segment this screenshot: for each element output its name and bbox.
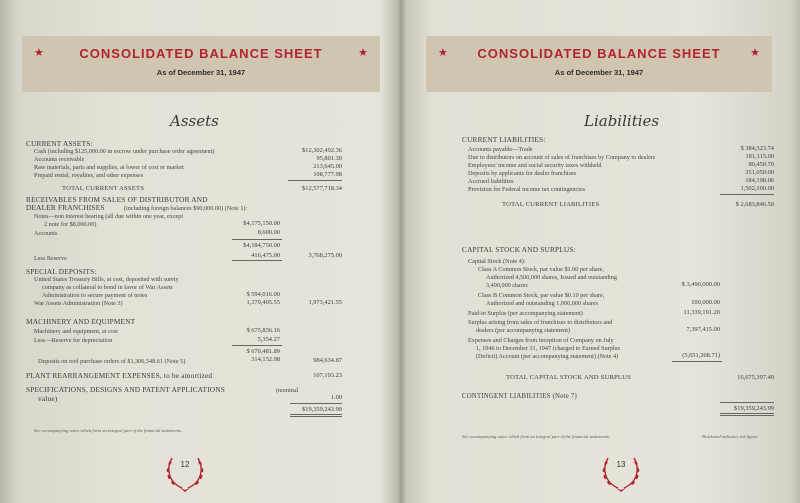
star-icon: ★ — [34, 46, 44, 59]
rule — [720, 194, 774, 195]
class-b-amount: 100,000.00 — [691, 299, 720, 306]
machinery-total: 984,634.87 — [313, 357, 342, 364]
receivables-heading: DEALER FRANCHISES — [26, 203, 105, 212]
capital-heading: CAPITAL STOCK AND SURPLUS: — [462, 245, 576, 254]
total-current-assets-amount: $12,577,718.34 — [302, 185, 342, 192]
footnote: See accompanying notes which form an integral part of the financial statements. — [34, 428, 183, 433]
star-icon: ★ — [358, 46, 368, 59]
deposit-amount: 1,379,405.55 — [246, 299, 280, 306]
machinery-amount: $ 675,836.16 — [246, 327, 280, 334]
grand-total-assets: $19,359,243.99 — [302, 406, 342, 413]
tool-deposits-label: Deposits on tool purchase orders of $1,306,548.61 (Note 5) — [38, 358, 186, 365]
accounts-amount: 8,600.00 — [257, 229, 280, 236]
asset-amount: 108,777.98 — [313, 171, 342, 178]
reserve-label: Less Reserve — [34, 255, 67, 262]
contingent-label: CONTINGENT LIABILITIES (Note 7) — [462, 393, 577, 400]
machinery-net: $ 670,481.89 — [246, 348, 280, 355]
footnote-red-figure: Bracketed indicates red figure. — [702, 434, 759, 439]
expenses-line: (Deficit) Account (per accompanying statement) (Note 4) — [476, 353, 619, 360]
header-date: As of December 31, 1947 — [554, 68, 644, 77]
asset-line: Prepaid rental, royalties, and other expenses — [34, 172, 144, 179]
deposit-total: 1,973,421.55 — [308, 299, 342, 306]
asset-line: Cash (including $125,000.00 in escrow under purchase order agreement) — [34, 148, 215, 155]
double-rule — [290, 414, 342, 417]
laurel-wreath-emblem — [598, 450, 644, 496]
total-capital-amount: 16,675,397.49 — [737, 374, 774, 381]
liability-amount: $ 384,323.74 — [740, 145, 774, 152]
liability-line: Accounts payable—Trade — [468, 146, 533, 153]
liability-amount: 351,050.00 — [745, 169, 774, 176]
surplus-line: dealers (per accompanying statement) — [476, 327, 570, 334]
rule — [672, 361, 722, 362]
class-b-line: Authorized and outstanding 1,000,000 shares — [486, 300, 599, 307]
liability-line: Employees' income and social security taxes withheld — [468, 162, 602, 169]
liability-amount: 181,115.00 — [745, 153, 774, 160]
expenses-line: Expenses and Charges from inception of Company on July — [468, 337, 614, 344]
page-number: 12 — [180, 460, 190, 469]
class-a-line: Authorized 4,500,000 shares, Issued and outstanding — [486, 274, 617, 281]
star-icon: ★ — [438, 46, 448, 59]
deposit-line: War Assets Administration (Note 3) — [34, 300, 123, 307]
accounts-label: Accounts — [34, 230, 58, 237]
class-b-line: Class B Common Stock, par value $0.10 per share, — [478, 292, 605, 299]
receivables-subtotal: $4,184,750.00 — [243, 242, 280, 249]
header-title: CONSOLIDATED BALANCE SHEET — [477, 46, 721, 61]
liability-amount: 1,502,100.00 — [740, 185, 774, 192]
receivables-note: (including foreign balances $90,000.00) (Note 1): — [124, 205, 248, 212]
specs-label: SPECIFICATIONS, DESIGNS AND PATENT APPLICATIONS — [26, 385, 225, 394]
specs-note: (nominal — [276, 387, 299, 394]
asset-amount: 95,801.30 — [316, 155, 342, 162]
special-deposits-heading: SPECIAL DEPOSITS: — [26, 267, 97, 276]
paid-in-label: Paid-in Surplus (per accompanying statement) — [468, 310, 583, 317]
liability-line: Due to distributors on account of sales of franchises by Company to dealers — [468, 154, 656, 161]
machinery-line: Less—Reserve for depreciation — [34, 337, 113, 344]
rule — [290, 403, 342, 404]
rule — [720, 402, 774, 403]
footnote: See accompanying notes which form an integral part of the financial statements. — [462, 434, 611, 439]
total-current-liabilities-amount: $ 2,683,846.50 — [735, 201, 774, 208]
page-number: 13 — [616, 460, 626, 469]
total-current-liabilities-label: TOTAL CURRENT LIABILITIES — [502, 201, 600, 208]
plant-label: PLANT REARRANGEMENT EXPENSES, to be amortized — [26, 371, 213, 380]
header-band — [22, 36, 380, 92]
surplus-line: Surplus arising from sales of franchises to distributors and — [468, 319, 613, 326]
machinery-line: Machinery and equipment, at cost — [34, 328, 119, 335]
current-liabilities-heading: CURRENT LIABILITIES: — [462, 135, 546, 144]
current-assets-heading: CURRENT ASSETS: — [26, 139, 93, 148]
star-icon: ★ — [750, 46, 760, 59]
double-rule — [720, 413, 774, 416]
surplus-amount: 7,397,415.00 — [686, 326, 720, 333]
asset-amount: $12,302,492.36 — [302, 147, 342, 154]
class-a-line: 3,490,000 shares — [486, 282, 528, 289]
paid-in-amount: 11,339,191.20 — [683, 309, 720, 316]
plant-amount: 107,193.23 — [313, 372, 342, 379]
liability-line: Provision for Federal income tax contingencies — [468, 186, 586, 193]
section-title: Assets — [170, 112, 219, 130]
laurel-wreath-emblem — [162, 450, 208, 496]
liability-line: Deposits by applicants for dealer franchises — [468, 170, 577, 177]
section-title: Liabilities — [584, 112, 660, 130]
rule — [232, 345, 282, 346]
machinery-amount: 5,354.27 — [257, 336, 280, 343]
class-a-line: Class A Common Stock, par value $1.00 per share, — [478, 266, 604, 273]
liability-amount: 80,450.70 — [748, 161, 774, 168]
receivables-heading: RECEIVABLES FROM SALES OF DISTRIBUTOR AND — [26, 195, 208, 204]
receivables-net: 3,768,275.00 — [308, 252, 342, 259]
machinery-heading: MACHINERY AND EQUIPMENT — [26, 317, 136, 326]
liability-line: Accrued liabilities — [468, 178, 514, 185]
liability-amount: 184,198.06 — [745, 177, 774, 184]
header-title: CONSOLIDATED BALANCE SHEET — [79, 46, 323, 61]
class-a-amount: $ 3,490,000.00 — [681, 281, 720, 288]
capital-stock-label: Capital Stock (Note 4): — [468, 258, 526, 265]
asset-line: Accounts receivable — [34, 156, 85, 163]
deposit-line: Administration to secure payment of notes — [42, 292, 148, 299]
grand-total-liabilities: $19,359,243.99 — [734, 405, 774, 412]
expenses-line: 1, 1946 to December 31, 1947 (charged to Earned Surplus — [476, 345, 621, 352]
deposit-line: company as collateral to bond in favor of War Assets — [42, 284, 173, 291]
rule — [288, 180, 342, 181]
specs-amount: 1.00 — [330, 394, 342, 401]
right-page — [402, 0, 800, 503]
notes-line: Notes—non interest bearing (all due within one year, except — [34, 213, 184, 220]
total-current-assets-label: TOTAL CURRENT ASSETS — [62, 185, 145, 192]
notes-amount: $4,175,150.00 — [243, 220, 280, 227]
expenses-amount: (5,651,208.71) — [682, 352, 720, 359]
total-capital-label: TOTAL CAPITAL STOCK AND SURPLUS — [506, 374, 631, 381]
deposit-line: United States Treasury Bills, at cost, deposited with surety — [34, 276, 179, 283]
reserve-amount: 416,475.00 — [251, 252, 280, 259]
rule — [232, 260, 282, 261]
notes-line: 2 note for $8,000.00) — [44, 221, 97, 228]
specs-label: value) — [38, 394, 58, 403]
header-band — [426, 36, 772, 92]
deposit-amount: $ 594,016.00 — [246, 291, 280, 298]
asset-amount: 213,645.00 — [313, 163, 342, 170]
header-date: As of December 31, 1947 — [156, 68, 246, 77]
asset-line: Raw materials, parts and supplies, at lower of cost or market — [34, 164, 184, 171]
tool-deposits-amount: 314,152.98 — [251, 356, 280, 363]
rule — [232, 239, 282, 240]
